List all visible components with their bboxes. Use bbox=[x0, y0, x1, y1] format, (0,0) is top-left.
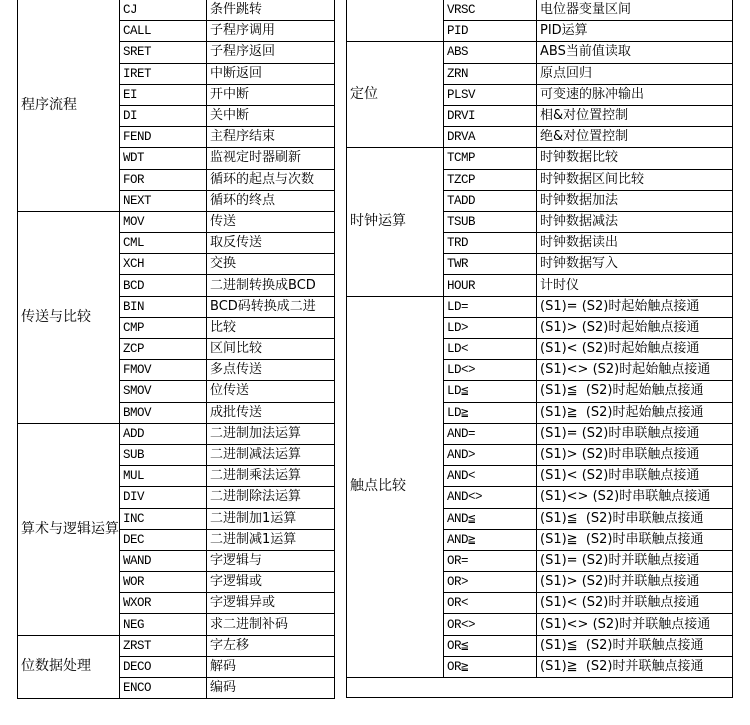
instruction-code: VRSC bbox=[444, 0, 537, 21]
instruction-description: (S1)≧ (S2)时并联触点接通 bbox=[537, 656, 733, 677]
instruction-description: ABS当前值读取 bbox=[537, 42, 733, 63]
instruction-code: AND≦ bbox=[444, 508, 537, 529]
instruction-code: BIN bbox=[120, 296, 207, 317]
instruction-code: DI bbox=[120, 105, 207, 126]
instruction-description: 二进制减1运算 bbox=[207, 529, 335, 550]
instruction-code: OR≦ bbox=[444, 635, 537, 656]
instruction-description: (S1)≦ (S2)时起始触点接通 bbox=[537, 381, 733, 402]
instruction-code: OR<> bbox=[444, 614, 537, 635]
instruction-code: ZCP bbox=[120, 339, 207, 360]
instruction-code: PID bbox=[444, 21, 537, 42]
instruction-description: 区间比较 bbox=[207, 339, 335, 360]
instruction-description: BCD码转换成二进 bbox=[207, 296, 335, 317]
instruction-description: 交换 bbox=[207, 254, 335, 275]
instruction-description: 相&对位置控制 bbox=[537, 105, 733, 126]
instruction-code: WDT bbox=[120, 148, 207, 169]
instruction-description: (S1)< (S2)时并联触点接通 bbox=[537, 593, 733, 614]
instruction-description: (S1)< (S2)时起始触点接通 bbox=[537, 339, 733, 360]
instruction-code: DIV bbox=[120, 487, 207, 508]
instruction-description: 条件跳转 bbox=[207, 0, 335, 21]
instruction-code: CML bbox=[120, 233, 207, 254]
instruction-code: ABS bbox=[444, 42, 537, 63]
instruction-description: (S1)<> (S2)时串联触点接通 bbox=[537, 487, 733, 508]
instruction-code: TCMP bbox=[444, 148, 537, 169]
instruction-description: 计时仪 bbox=[537, 275, 733, 296]
instruction-description: 子程序调用 bbox=[207, 21, 335, 42]
instruction-code: OR≧ bbox=[444, 656, 537, 677]
instruction-code: DECO bbox=[120, 656, 207, 677]
instruction-description: 监视定时器刷新 bbox=[207, 148, 335, 169]
instruction-code: FEND bbox=[120, 127, 207, 148]
instruction-description: 字逻辑与 bbox=[207, 550, 335, 571]
instruction-description: (S1)> (S2)时起始触点接通 bbox=[537, 317, 733, 338]
instruction-code: FMOV bbox=[120, 360, 207, 381]
instruction-code: BMOV bbox=[120, 402, 207, 423]
instruction-description: 循环的终点 bbox=[207, 190, 335, 211]
instruction-description: 二进制转换成BCD bbox=[207, 275, 335, 296]
instruction-code: TRD bbox=[444, 233, 537, 254]
instruction-code: DRVI bbox=[444, 105, 537, 126]
instruction-description: (S1)≦ (S2)时并联触点接通 bbox=[537, 635, 733, 656]
instruction-description: (S1)<> (S2)时并联触点接通 bbox=[537, 614, 733, 635]
category-cell: 触点比较 bbox=[347, 296, 444, 677]
instruction-description: (S1)≧ (S2)时串联触点接通 bbox=[537, 529, 733, 550]
instruction-code: EI bbox=[120, 84, 207, 105]
instruction-code: WAND bbox=[120, 550, 207, 571]
instruction-code: ENCO bbox=[120, 678, 207, 699]
instruction-description: 位传送 bbox=[207, 381, 335, 402]
instruction-code: SUB bbox=[120, 444, 207, 465]
instruction-code: LD≦ bbox=[444, 381, 537, 402]
instruction-description: 解码 bbox=[207, 656, 335, 677]
instruction-description: 取反传送 bbox=[207, 233, 335, 254]
instruction-description: 中断返回 bbox=[207, 63, 335, 84]
instruction-code: TZCP bbox=[444, 169, 537, 190]
category-cell: 定位 bbox=[347, 42, 444, 148]
instruction-description: (S1)= (S2)时串联触点接通 bbox=[537, 423, 733, 444]
instruction-description: PID运算 bbox=[537, 21, 733, 42]
instruction-description: (S1)= (S2)时起始触点接通 bbox=[537, 296, 733, 317]
table-row bbox=[18, 211, 335, 232]
instruction-code: DEC bbox=[120, 529, 207, 550]
instruction-code: NEXT bbox=[120, 190, 207, 211]
instruction-description: (S1)< (S2)时串联触点接通 bbox=[537, 466, 733, 487]
instruction-description: 二进制加法运算 bbox=[207, 423, 335, 444]
instruction-code: LD= bbox=[444, 296, 537, 317]
instruction-description: 时钟数据比较 bbox=[537, 148, 733, 169]
instruction-description: (S1)≧ (S2)时起始触点接通 bbox=[537, 402, 733, 423]
instruction-code: SRET bbox=[120, 42, 207, 63]
instruction-code: OR= bbox=[444, 550, 537, 571]
category-cell: 算术与逻辑运算 bbox=[18, 423, 120, 635]
instruction-description: (S1)= (S2)时并联触点接通 bbox=[537, 550, 733, 571]
instruction-code: MOV bbox=[120, 211, 207, 232]
category-cell: 时钟运算 bbox=[347, 148, 444, 296]
instruction-description: 字左移 bbox=[207, 635, 335, 656]
instruction-code: TSUB bbox=[444, 211, 537, 232]
instruction-code: INC bbox=[120, 508, 207, 529]
instruction-description: 主程序结束 bbox=[207, 127, 335, 148]
instruction-description: 电位器变量区间 bbox=[537, 0, 733, 21]
instruction-description: 时钟数据减法 bbox=[537, 211, 733, 232]
instruction-code: NEG bbox=[120, 614, 207, 635]
instruction-description: 编码 bbox=[207, 678, 335, 699]
instruction-code: FOR bbox=[120, 169, 207, 190]
instruction-table-right bbox=[346, 0, 733, 698]
instruction-code: ZRST bbox=[120, 635, 207, 656]
table-row bbox=[347, 296, 733, 317]
instruction-description: (S1)> (S2)时并联触点接通 bbox=[537, 572, 733, 593]
instruction-code: ADD bbox=[120, 423, 207, 444]
instruction-description: (S1)≦ (S2)时串联触点接通 bbox=[537, 508, 733, 529]
instruction-code: LD≧ bbox=[444, 402, 537, 423]
category-cell: 位数据处理 bbox=[18, 635, 120, 699]
instruction-description: 时钟数据写入 bbox=[537, 254, 733, 275]
instruction-description: 成批传送 bbox=[207, 402, 335, 423]
instruction-code: PLSV bbox=[444, 84, 537, 105]
table-row bbox=[18, 0, 335, 21]
instruction-description: 二进制乘法运算 bbox=[207, 466, 335, 487]
instruction-description: 字逻辑或 bbox=[207, 572, 335, 593]
instruction-code: IRET bbox=[120, 63, 207, 84]
instruction-code: AND< bbox=[444, 466, 537, 487]
category-cell bbox=[347, 0, 444, 42]
instruction-code: AND<> bbox=[444, 487, 537, 508]
instruction-description: 求二进制补码 bbox=[207, 614, 335, 635]
category-cell: 传送与比较 bbox=[18, 211, 120, 423]
instruction-description: 传送 bbox=[207, 211, 335, 232]
instruction-description: 二进制减法运算 bbox=[207, 444, 335, 465]
table-row bbox=[347, 148, 733, 169]
instruction-description: 二进制加1运算 bbox=[207, 508, 335, 529]
instruction-description: 二进制除法运算 bbox=[207, 487, 335, 508]
instruction-description: 多点传送 bbox=[207, 360, 335, 381]
instruction-code: CALL bbox=[120, 21, 207, 42]
instruction-code: CMP bbox=[120, 317, 207, 338]
instruction-code: LD< bbox=[444, 339, 537, 360]
instruction-code: WOR bbox=[120, 572, 207, 593]
instruction-code: WXOR bbox=[120, 593, 207, 614]
table-row bbox=[347, 42, 733, 63]
instruction-description: 子程序返回 bbox=[207, 42, 335, 63]
instruction-description: 时钟数据区间比较 bbox=[537, 169, 733, 190]
instruction-description: 时钟数据加法 bbox=[537, 190, 733, 211]
instruction-description: 比较 bbox=[207, 317, 335, 338]
table-row bbox=[18, 635, 335, 656]
instruction-description: 字逻辑异或 bbox=[207, 593, 335, 614]
instruction-code: TADD bbox=[444, 190, 537, 211]
instruction-code: OR> bbox=[444, 572, 537, 593]
empty-row bbox=[347, 678, 733, 698]
instruction-description: 可变速的脉冲输出 bbox=[537, 84, 733, 105]
instruction-code: HOUR bbox=[444, 275, 537, 296]
instruction-code: DRVA bbox=[444, 127, 537, 148]
instruction-description: 绝&对位置控制 bbox=[537, 127, 733, 148]
instruction-code: TWR bbox=[444, 254, 537, 275]
instruction-code: SMOV bbox=[120, 381, 207, 402]
instruction-code: AND> bbox=[444, 444, 537, 465]
instruction-code: BCD bbox=[120, 275, 207, 296]
instruction-code: LD> bbox=[444, 317, 537, 338]
table-row bbox=[347, 0, 733, 21]
instruction-description: 开中断 bbox=[207, 84, 335, 105]
instruction-table-left bbox=[17, 0, 335, 699]
instruction-code: AND≧ bbox=[444, 529, 537, 550]
instruction-code: MUL bbox=[120, 466, 207, 487]
instruction-description: 循环的起点与次数 bbox=[207, 169, 335, 190]
instruction-code: OR< bbox=[444, 593, 537, 614]
category-cell: 程序流程 bbox=[18, 0, 120, 211]
table-row bbox=[18, 423, 335, 444]
instruction-code: XCH bbox=[120, 254, 207, 275]
instruction-description: 关中断 bbox=[207, 105, 335, 126]
instruction-code: LD<> bbox=[444, 360, 537, 381]
instruction-description: (S1)<> (S2)时起始触点接通 bbox=[537, 360, 733, 381]
instruction-code: ZRN bbox=[444, 63, 537, 84]
instruction-description: 原点回归 bbox=[537, 63, 733, 84]
instruction-description: (S1)> (S2)时串联触点接通 bbox=[537, 444, 733, 465]
instruction-description: 时钟数据读出 bbox=[537, 233, 733, 254]
instruction-code: CJ bbox=[120, 0, 207, 21]
instruction-code: AND= bbox=[444, 423, 537, 444]
